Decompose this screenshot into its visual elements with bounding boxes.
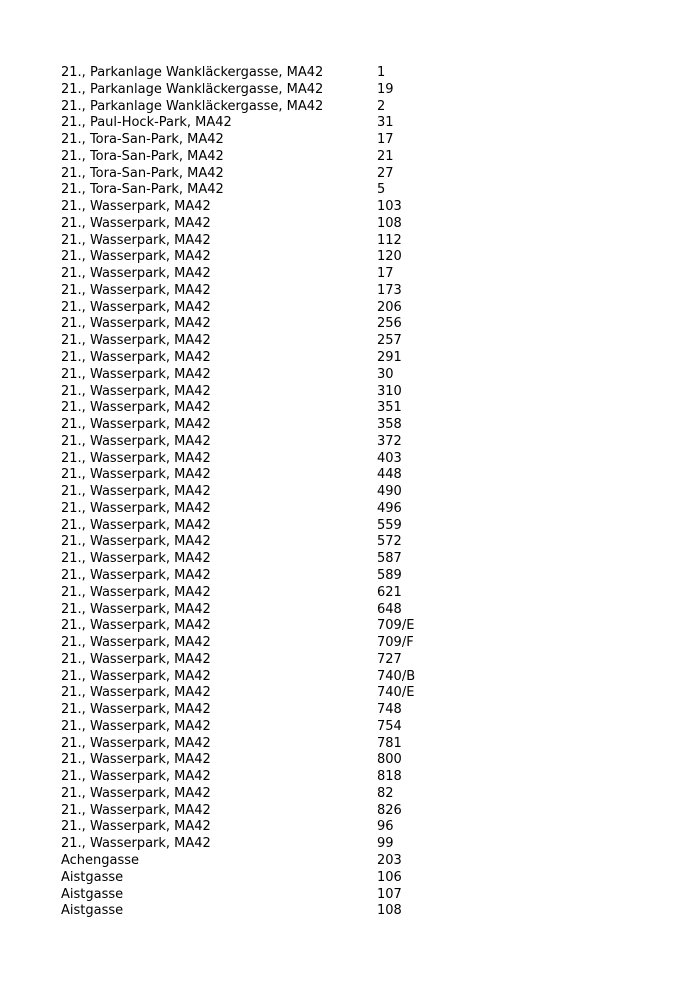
- table-row: [61, 702, 661, 719]
- table-row: [61, 300, 661, 317]
- number-cell: 648: [377, 601, 402, 617]
- number-cell: 96: [377, 819, 394, 835]
- table-row: [61, 233, 661, 250]
- number-cell: 120: [377, 249, 402, 265]
- table-row: [61, 149, 661, 166]
- number-cell: 206: [377, 299, 402, 315]
- table-row: [61, 635, 661, 652]
- number-cell: 800: [377, 752, 402, 768]
- table-row: [61, 400, 661, 417]
- number-cell: 106: [377, 869, 402, 885]
- location-cell: 21., Wasserpark, MA42: [61, 199, 211, 215]
- location-cell: 21., Wasserpark, MA42: [61, 668, 211, 684]
- number-cell: 709/F: [377, 635, 414, 651]
- number-cell: 173: [377, 282, 402, 298]
- number-cell: 108: [377, 215, 402, 231]
- number-cell: 27: [377, 165, 394, 181]
- location-cell: 21., Tora-San-Park, MA42: [61, 148, 224, 164]
- number-cell: 21: [377, 148, 394, 164]
- location-cell: 21., Tora-San-Park, MA42: [61, 132, 224, 148]
- table-row: [61, 803, 661, 820]
- location-cell: 21., Wasserpark, MA42: [61, 618, 211, 634]
- table-row: [61, 853, 661, 870]
- table-row: [61, 434, 661, 451]
- number-cell: 31: [377, 115, 394, 131]
- table-row: [61, 65, 661, 82]
- table-row: [61, 350, 661, 367]
- location-cell: Achengasse: [61, 852, 140, 868]
- location-cell: 21., Wasserpark, MA42: [61, 249, 211, 265]
- location-cell: 21., Parkanlage Wankläckergasse, MA42: [61, 65, 324, 80]
- location-cell: 21., Wasserpark, MA42: [61, 702, 211, 718]
- number-cell: 559: [377, 517, 402, 533]
- table-row: [61, 115, 661, 132]
- table-row: [61, 249, 661, 266]
- table-row: [61, 769, 661, 786]
- location-cell: 21., Wasserpark, MA42: [61, 517, 211, 533]
- number-cell: 372: [377, 433, 402, 449]
- location-cell: Aistgasse: [61, 903, 124, 919]
- location-cell: 21., Wasserpark, MA42: [61, 802, 211, 818]
- number-cell: 572: [377, 534, 402, 550]
- number-cell: 112: [377, 232, 402, 248]
- table-row: [61, 903, 661, 920]
- number-cell: 108: [377, 903, 402, 919]
- location-cell: 21., Parkanlage Wankläckergasse, MA42: [61, 98, 324, 114]
- number-cell: 351: [377, 400, 402, 416]
- location-cell: 21., Wasserpark, MA42: [61, 635, 211, 651]
- table-row: [61, 199, 661, 216]
- location-cell: 21., Wasserpark, MA42: [61, 316, 211, 332]
- location-cell: 21., Wasserpark, MA42: [61, 215, 211, 231]
- location-cell: 21., Wasserpark, MA42: [61, 601, 211, 617]
- table-row: [61, 266, 661, 283]
- location-cell: Aistgasse: [61, 869, 124, 885]
- location-cell: 21., Wasserpark, MA42: [61, 467, 211, 483]
- location-cell: 21., Wasserpark, MA42: [61, 333, 211, 349]
- table-row: [61, 467, 661, 484]
- location-cell: 21., Wasserpark, MA42: [61, 584, 211, 600]
- table-row: [61, 585, 661, 602]
- location-cell: 21., Wasserpark, MA42: [61, 651, 211, 667]
- number-cell: 709/E: [377, 618, 415, 634]
- number-cell: 256: [377, 316, 402, 332]
- number-cell: 203: [377, 852, 402, 868]
- number-cell: 99: [377, 836, 394, 852]
- number-cell: 2: [377, 98, 386, 114]
- location-cell: 21., Wasserpark, MA42: [61, 350, 211, 366]
- location-cell: 21., Wasserpark, MA42: [61, 417, 211, 433]
- location-cell: 21., Tora-San-Park, MA42: [61, 165, 224, 181]
- number-cell: 754: [377, 718, 402, 734]
- table-row: [61, 736, 661, 753]
- table-row: [61, 870, 661, 887]
- location-cell: 21., Wasserpark, MA42: [61, 735, 211, 751]
- table-row: [61, 132, 661, 149]
- table-row: [61, 166, 661, 183]
- number-cell: 818: [377, 769, 402, 785]
- listing-table: [61, 65, 661, 920]
- number-cell: 5: [377, 182, 386, 198]
- number-cell: 358: [377, 417, 402, 433]
- table-row: [61, 602, 661, 619]
- number-cell: 1: [377, 65, 386, 80]
- location-cell: 21., Wasserpark, MA42: [61, 752, 211, 768]
- table-row: [61, 384, 661, 401]
- number-cell: 291: [377, 350, 402, 366]
- location-cell: 21., Wasserpark, MA42: [61, 400, 211, 416]
- location-cell: 21., Wasserpark, MA42: [61, 567, 211, 583]
- number-cell: 587: [377, 551, 402, 567]
- number-cell: 103: [377, 199, 402, 215]
- number-cell: 310: [377, 383, 402, 399]
- number-cell: 490: [377, 484, 402, 500]
- number-cell: 17: [377, 266, 394, 282]
- number-cell: 589: [377, 567, 402, 583]
- table-row: [61, 182, 661, 199]
- location-cell: 21., Wasserpark, MA42: [61, 785, 211, 801]
- number-cell: 621: [377, 584, 402, 600]
- number-cell: 748: [377, 702, 402, 718]
- table-row: [61, 484, 661, 501]
- number-cell: 448: [377, 467, 402, 483]
- location-cell: 21., Paul-Hock-Park, MA42: [61, 115, 232, 131]
- table-row: [61, 752, 661, 769]
- location-cell: 21., Wasserpark, MA42: [61, 836, 211, 852]
- table-row: [61, 887, 661, 904]
- number-cell: 17: [377, 132, 394, 148]
- table-row: [61, 518, 661, 535]
- number-cell: 826: [377, 802, 402, 818]
- table-row: [61, 451, 661, 468]
- location-cell: 21., Wasserpark, MA42: [61, 266, 211, 282]
- table-row: [61, 568, 661, 585]
- location-cell: 21., Wasserpark, MA42: [61, 282, 211, 298]
- number-cell: 107: [377, 886, 402, 902]
- table-row: [61, 819, 661, 836]
- table-row: [61, 333, 661, 350]
- table-row: [61, 652, 661, 669]
- location-cell: Aistgasse: [61, 886, 124, 902]
- location-cell: 21., Wasserpark, MA42: [61, 366, 211, 382]
- table-row: [61, 551, 661, 568]
- number-cell: 727: [377, 651, 402, 667]
- table-row: [61, 99, 661, 116]
- table-row: [61, 82, 661, 99]
- location-cell: 21., Wasserpark, MA42: [61, 232, 211, 248]
- table-row: [61, 719, 661, 736]
- table-row: [61, 534, 661, 551]
- number-cell: 740/B: [377, 668, 416, 684]
- number-cell: 82: [377, 785, 394, 801]
- location-cell: 21., Wasserpark, MA42: [61, 433, 211, 449]
- location-cell: 21., Parkanlage Wankläckergasse, MA42: [61, 81, 324, 97]
- table-row: [61, 316, 661, 333]
- number-cell: 403: [377, 450, 402, 466]
- location-cell: 21., Wasserpark, MA42: [61, 484, 211, 500]
- table-row: [61, 216, 661, 233]
- table-row: [61, 669, 661, 686]
- table-row: [61, 685, 661, 702]
- location-cell: 21., Wasserpark, MA42: [61, 534, 211, 550]
- location-cell: 21., Wasserpark, MA42: [61, 500, 211, 516]
- table-row: [61, 618, 661, 635]
- table-row: [61, 501, 661, 518]
- location-cell: 21., Wasserpark, MA42: [61, 685, 211, 701]
- table-row: [61, 283, 661, 300]
- number-cell: 781: [377, 735, 402, 751]
- location-cell: 21., Tora-San-Park, MA42: [61, 182, 224, 198]
- table-row: [61, 836, 661, 853]
- location-cell: 21., Wasserpark, MA42: [61, 551, 211, 567]
- number-cell: 496: [377, 500, 402, 516]
- location-cell: 21., Wasserpark, MA42: [61, 299, 211, 315]
- location-cell: 21., Wasserpark, MA42: [61, 819, 211, 835]
- number-cell: 740/E: [377, 685, 415, 701]
- table-row: [61, 367, 661, 384]
- location-cell: 21., Wasserpark, MA42: [61, 383, 211, 399]
- location-cell: 21., Wasserpark, MA42: [61, 718, 211, 734]
- number-cell: 30: [377, 366, 394, 382]
- location-cell: 21., Wasserpark, MA42: [61, 450, 211, 466]
- number-cell: 257: [377, 333, 402, 349]
- table-row: [61, 786, 661, 803]
- number-cell: 19: [377, 81, 394, 97]
- table-row: [61, 417, 661, 434]
- location-cell: 21., Wasserpark, MA42: [61, 769, 211, 785]
